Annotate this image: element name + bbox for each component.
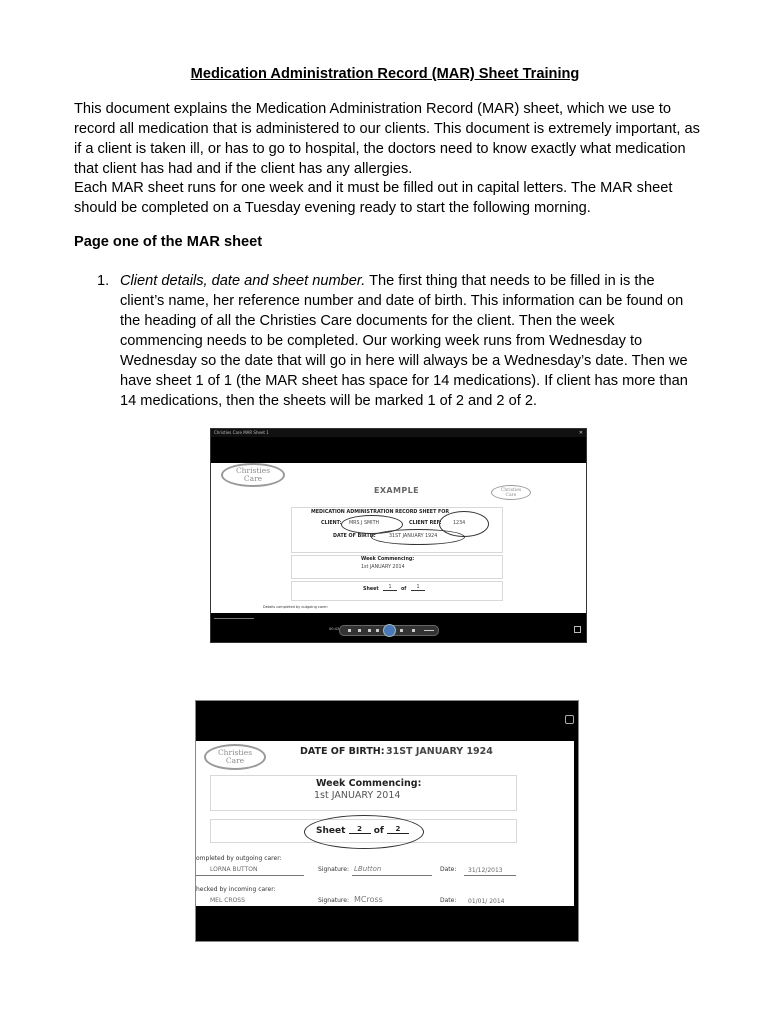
list-item-lead: Client details, date and sheet number. <box>120 273 366 289</box>
player-titlebar <box>211 429 586 437</box>
intro-paragraph: This document explains the Medication Administration Record (MAR) sheet, which we use to record all medication that is administered to our clients. This document is extremely important, as if a client is taken ill, or has to go to hospital, the doctors need to know exactly what medication that client has had and if the client has any allergies. <box>74 101 700 177</box>
repeat-icon[interactable] <box>358 629 361 632</box>
sheet-of: of <box>401 587 407 592</box>
shuffle-icon[interactable] <box>348 629 351 632</box>
zoomed-bottom-bar <box>196 906 578 941</box>
example-label: EXAMPLE <box>374 486 420 495</box>
stop-icon[interactable] <box>368 629 371 632</box>
mute-icon[interactable] <box>412 629 415 632</box>
week-label: Week Commencing: <box>361 557 415 562</box>
incoming-carer-name: MEL CROSS <box>210 897 245 904</box>
outgoing-date: 31/12/2013 <box>468 867 503 874</box>
week-value: 1st JANUARY 2014 <box>361 565 405 570</box>
zoomed-screenshot <box>195 700 579 942</box>
sheet-number: 1 <box>383 585 397 591</box>
week-value: 1st JANUARY 2014 <box>314 790 401 801</box>
logo-line-1: Christies <box>217 748 253 757</box>
second-paragraph: Each MAR sheet runs for one week and it must be filled out in capital letters. The MAR sheet should be completed on a Tuesday evening ready to start the following morning. <box>74 180 673 216</box>
logo-line-2: Care <box>225 756 245 765</box>
christies-care-logo <box>221 463 285 487</box>
christies-care-logo-small <box>491 485 531 500</box>
sheet-total: 2 <box>387 825 409 834</box>
sheet-total: 1 <box>411 585 425 591</box>
client-ref-label: CLIENT REF: <box>409 521 442 526</box>
sheet-label: Sheet <box>316 826 346 836</box>
video-player-screenshot <box>210 428 587 643</box>
player-top-bar <box>211 437 586 463</box>
zoomed-top-bar <box>196 701 578 741</box>
sheet-of: of <box>373 826 384 836</box>
outgoing-name-line <box>196 875 304 876</box>
dob-highlight <box>371 529 465 545</box>
fullscreen-icon[interactable] <box>574 626 581 633</box>
incoming-date-label: Date: <box>440 897 457 904</box>
week-label: Week Commencing: <box>316 778 422 789</box>
logo-line-2: Care <box>243 474 263 483</box>
incoming-carer-label: hecked by incoming carer: <box>196 886 276 893</box>
form-title: MEDICATION ADMINISTRATION RECORD SHEET FOR <box>311 510 450 515</box>
player-controls-bar <box>211 613 586 642</box>
incoming-signature: MCross <box>354 895 383 904</box>
dob-label: DATE OF BIRTH: <box>300 746 385 757</box>
outgoing-date-line <box>464 875 516 876</box>
document-title: Medication Administration Record (MAR) Sheet Training <box>190 66 580 82</box>
sheet-number-box <box>291 581 503 601</box>
player-time: 00:43 <box>329 627 340 631</box>
sheet-number: 2 <box>349 825 371 834</box>
close-icon[interactable] <box>565 715 574 724</box>
sheet-label: Sheet <box>363 587 379 592</box>
small-logo-line-2: Care <box>505 492 517 498</box>
mar-form-preview <box>211 463 586 613</box>
outgoing-signature-label: Signature: <box>318 866 349 873</box>
section-heading: Page one of the MAR sheet <box>74 234 263 250</box>
playback-controls <box>339 625 439 636</box>
close-icon[interactable]: ✕ <box>578 430 583 436</box>
list-item-number: 1. <box>97 273 110 289</box>
dob-label: DATE OF BIRTH: <box>333 534 376 539</box>
play-button[interactable] <box>383 624 396 637</box>
zoomed-right-edge <box>574 741 578 906</box>
next-icon[interactable] <box>400 629 403 632</box>
incoming-signature-label: Signature: <box>318 897 349 904</box>
client-label: CLIENT: <box>321 521 342 526</box>
outgoing-carer-label: ompleted by outgoing carer: <box>196 855 282 862</box>
small-logo-line-1: Christies <box>500 487 522 493</box>
outgoing-signature-line <box>352 875 432 876</box>
dob-value: 31ST JANUARY 1924 <box>386 746 493 757</box>
logo-line-1: Christies <box>235 466 271 475</box>
incoming-date: 01/01/ 2014 <box>468 898 505 905</box>
outgoing-carer-name: LORNA BUTTON <box>210 866 258 873</box>
details-completed-line: Details completed by outgoing carer: <box>263 605 329 609</box>
seek-bar[interactable] <box>214 618 254 619</box>
list-item-body: The first thing that needs to be filled in is the client’s name, her reference number and date of birth. This information can be found on the heading of all the Christies Care documents for the client. Then the week commencing needs to be completed. Our working week runs from Wednesday to Wednesday so the date that will go in here will always be a Wednesday’s date. Then we have sheet 1 of 1 (the MAR sheet has space for 14 medications). If client has more than 14 medications, then the sheets will be marked 1 of 2 and 2 of 2. <box>120 273 688 409</box>
client-ref-value: 1234 <box>453 521 466 526</box>
christies-care-logo <box>204 744 266 770</box>
outgoing-date-label: Date: <box>440 866 457 873</box>
sheet-number-highlight <box>304 815 424 849</box>
outgoing-signature: LButton <box>354 865 382 873</box>
dob-value: 31ST JANUARY 1924 <box>389 534 438 539</box>
volume-slider[interactable] <box>424 630 434 631</box>
previous-icon[interactable] <box>376 629 379 632</box>
list-item-text <box>120 271 697 411</box>
client-value: MRS J SMITH <box>349 521 380 526</box>
player-title: Christies Care MAR Sheet 1 <box>214 430 269 435</box>
